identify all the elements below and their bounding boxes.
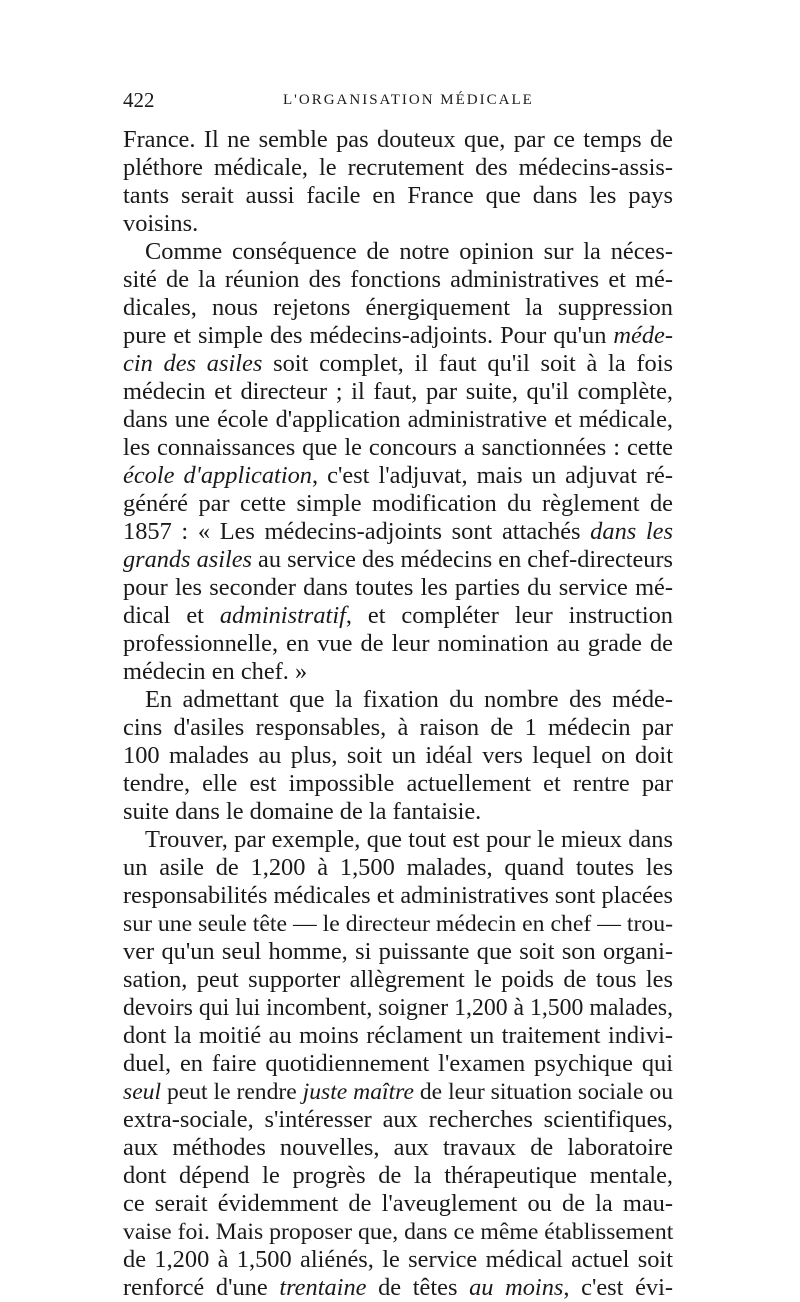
text-line (123, 882, 673, 910)
text-segment: suite dans le domaine de la fantaisie. (123, 798, 482, 825)
text-segment: 100 malades au plus, soit un idéal vers lequel on doit (123, 742, 673, 769)
text-line (123, 1134, 673, 1162)
italic-text: seul (123, 1079, 162, 1105)
text-segment: En admettant que la fixation du nombre des méde- (145, 686, 673, 713)
running-head (123, 88, 673, 118)
book-page (123, 88, 673, 1302)
text-line (123, 966, 673, 994)
text-line (123, 1190, 673, 1218)
text-segment: , et compléter leur instruction (345, 602, 673, 629)
italic-text: dans les (590, 518, 673, 545)
text-line (123, 434, 673, 462)
text-segment: ce serait évidemment de l'aveuglement ou de la mau- (123, 1190, 673, 1217)
text-segment: cins d'asiles responsables, à raison de 1 médecin par (123, 714, 673, 741)
text-segment: soit complet, il faut qu'il soit à la fois (262, 350, 673, 377)
text-line (123, 294, 673, 322)
text-segment: de leur situation sociale ou (413, 1079, 673, 1105)
italic-text: juste maître (302, 1079, 414, 1105)
text-segment: dont la moitié au moins réclament un traitement indivi- (123, 1022, 673, 1049)
text-line (123, 126, 673, 154)
text-segment: ver qu'un seul homme, si puissante que soit son organi- (123, 938, 673, 965)
text-segment: sation, peut supporter allègrement le poids de tous les (123, 966, 673, 993)
text-segment: extra-sociale, s'intéresser aux recherches scientifiques, (123, 1106, 673, 1133)
text-segment: renforcé d'une (123, 1274, 280, 1301)
body-text (123, 126, 673, 1302)
text-segment: un asile de 1,200 à 1,500 malades, quand toutes les (123, 854, 673, 881)
text-line (123, 742, 673, 770)
text-segment: médecin en chef. » (123, 658, 308, 685)
text-line (123, 322, 673, 350)
text-segment: devoirs qui lui incombent, soigner 1,200 à 1,500 malades, (123, 995, 674, 1021)
text-line (123, 1274, 673, 1302)
text-line (123, 462, 673, 490)
text-segment: , c'est évi- (563, 1274, 673, 1301)
text-line (123, 378, 673, 406)
text-line (123, 658, 673, 686)
text-line (123, 210, 673, 238)
text-line (123, 1218, 673, 1246)
text-line (123, 490, 673, 518)
text-line (123, 798, 673, 826)
text-segment: pléthore médicale, le recrutement des médecins-assis- (123, 154, 673, 181)
text-line (123, 1050, 673, 1078)
italic-text: administratif (219, 602, 346, 629)
text-segment: Comme conséquence de notre opinion sur la néces- (145, 238, 673, 265)
text-segment: généré par cette simple modification du règlement de (123, 490, 673, 517)
text-line (123, 938, 673, 966)
italic-text: cin des asiles (123, 350, 263, 377)
text-line (123, 686, 673, 714)
text-segment: de 1,200 à 1,500 aliénés, le service médical actuel soit (123, 1246, 673, 1273)
text-line (123, 182, 673, 210)
text-line (123, 994, 673, 1022)
italic-text: méde- (613, 322, 673, 349)
text-segment: de têtes (366, 1274, 470, 1301)
text-segment: dical et (123, 602, 220, 629)
text-line (123, 1078, 673, 1106)
text-line (123, 350, 673, 378)
text-segment: 1857 : « Les médecins-adjoints sont attachés (123, 518, 591, 545)
text-line (123, 910, 673, 938)
text-segment: vaise foi. Mais proposer que, dans ce même établissement (123, 1219, 674, 1245)
text-segment: tendre, elle est impossible actuellement et rentre par (123, 770, 673, 797)
text-line (123, 1162, 673, 1190)
text-segment: pure et simple des médecins-adjoints. Pour qu'un (123, 322, 614, 349)
text-segment: les connaissances que le concours a sanctionnées : cette (123, 434, 673, 461)
text-segment: peut le rendre (161, 1079, 303, 1105)
text-line (123, 574, 673, 602)
text-segment: tants serait aussi facile en France que dans les pays (123, 182, 673, 209)
text-segment: France. Il ne semble pas douteux que, par ce temps de (123, 126, 673, 153)
text-line (123, 826, 673, 854)
page-number: 422 (123, 88, 155, 112)
text-segment: dicales, nous rejetons énergiquement la suppression (123, 294, 673, 321)
text-line (123, 1106, 673, 1134)
text-line (123, 238, 673, 266)
text-line (123, 854, 673, 882)
text-line (123, 266, 673, 294)
italic-text: école d'application (123, 462, 312, 489)
text-segment: Trouver, par exemple, que tout est pour le mieux dans (145, 826, 673, 853)
text-segment: médecin et directeur ; il faut, par suite, qu'il complète, (123, 378, 673, 405)
text-line (123, 154, 673, 182)
text-line (123, 602, 673, 630)
text-segment: au service des médecins en chef-directeurs (251, 546, 673, 573)
italic-text: au moins (469, 1274, 564, 1301)
text-line (123, 546, 673, 574)
text-line (123, 630, 673, 658)
text-line (123, 714, 673, 742)
text-line (123, 1022, 673, 1050)
text-segment: duel, en faire quotidiennement l'examen psychique qui (123, 1050, 673, 1077)
text-segment: , c'est l'adjuvat, mais un adjuvat ré- (312, 462, 673, 489)
italic-text: grands asiles (123, 546, 252, 573)
italic-text: trentaine (279, 1274, 367, 1301)
text-segment: sur une seule tête — le directeur médecin en chef — trou- (123, 911, 673, 937)
text-segment: dans une école d'application administrative et médicale, (123, 406, 673, 433)
text-segment: voisins. (123, 210, 199, 237)
text-line (123, 406, 673, 434)
text-segment: responsabilités médicales et administratives sont placées (123, 882, 673, 909)
running-title: L'ORGANISATION MÉDICALE (283, 92, 534, 108)
text-segment: professionnelle, en vue de leur nomination au grade de (123, 630, 673, 657)
text-segment: pour les seconder dans toutes les parties du service mé- (123, 574, 673, 601)
text-line (123, 770, 673, 798)
text-segment: aux méthodes nouvelles, aux travaux de laboratoire (123, 1134, 673, 1161)
text-segment: sité de la réunion des fonctions administratives et mé- (123, 266, 673, 293)
text-line (123, 518, 673, 546)
text-segment: dont dépend le progrès de la thérapeutique mentale, (123, 1162, 673, 1189)
